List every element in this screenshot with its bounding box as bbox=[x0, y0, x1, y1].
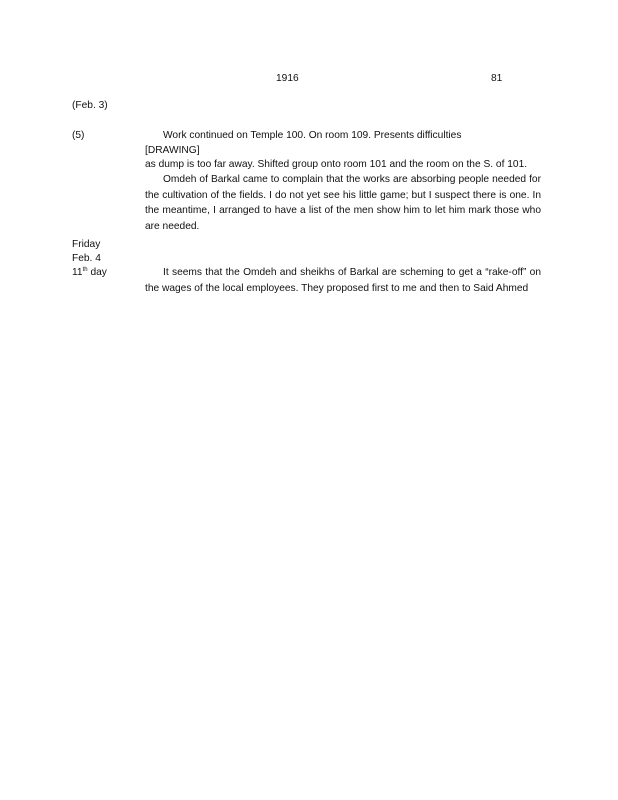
entry-day-label: (5) bbox=[72, 130, 85, 141]
day-word: day bbox=[90, 267, 107, 278]
drawing-placeholder: [DRAWING] bbox=[145, 145, 200, 156]
day-count-label bbox=[72, 265, 107, 281]
entry-date-label: (Feb. 3) bbox=[72, 100, 108, 111]
entry-text-line: Work continued on Temple 100. On room 109. Presents difficulties bbox=[163, 130, 462, 141]
weekday-label: Friday bbox=[72, 239, 101, 250]
day-ordinal-suffix: th bbox=[82, 267, 88, 273]
page-number: 81 bbox=[491, 73, 503, 84]
entry-paragraph: It seems that the Omdeh and sheikhs of Barkal are scheming to get a “rake-off” on the wages of the local employees. They proposed first to me and then to Said Ahmed bbox=[145, 267, 541, 294]
entry-date-label: Feb. 4 bbox=[72, 253, 101, 264]
page-year: 1916 bbox=[276, 73, 299, 84]
day-number: 11 bbox=[72, 267, 83, 278]
entry-paragraph: Omdeh of Barkal came to complain that the works are absorbing people needed for the cultivation of the fields. I do not yet see his little game; but I suspect there is one. In the meantime, I arranged to have a list of the men show him to let him mark those who are needed. bbox=[145, 174, 541, 232]
entry-text-line: as dump is too far away. Shifted group onto room 101 and the room on the S. of 101. bbox=[145, 159, 528, 170]
